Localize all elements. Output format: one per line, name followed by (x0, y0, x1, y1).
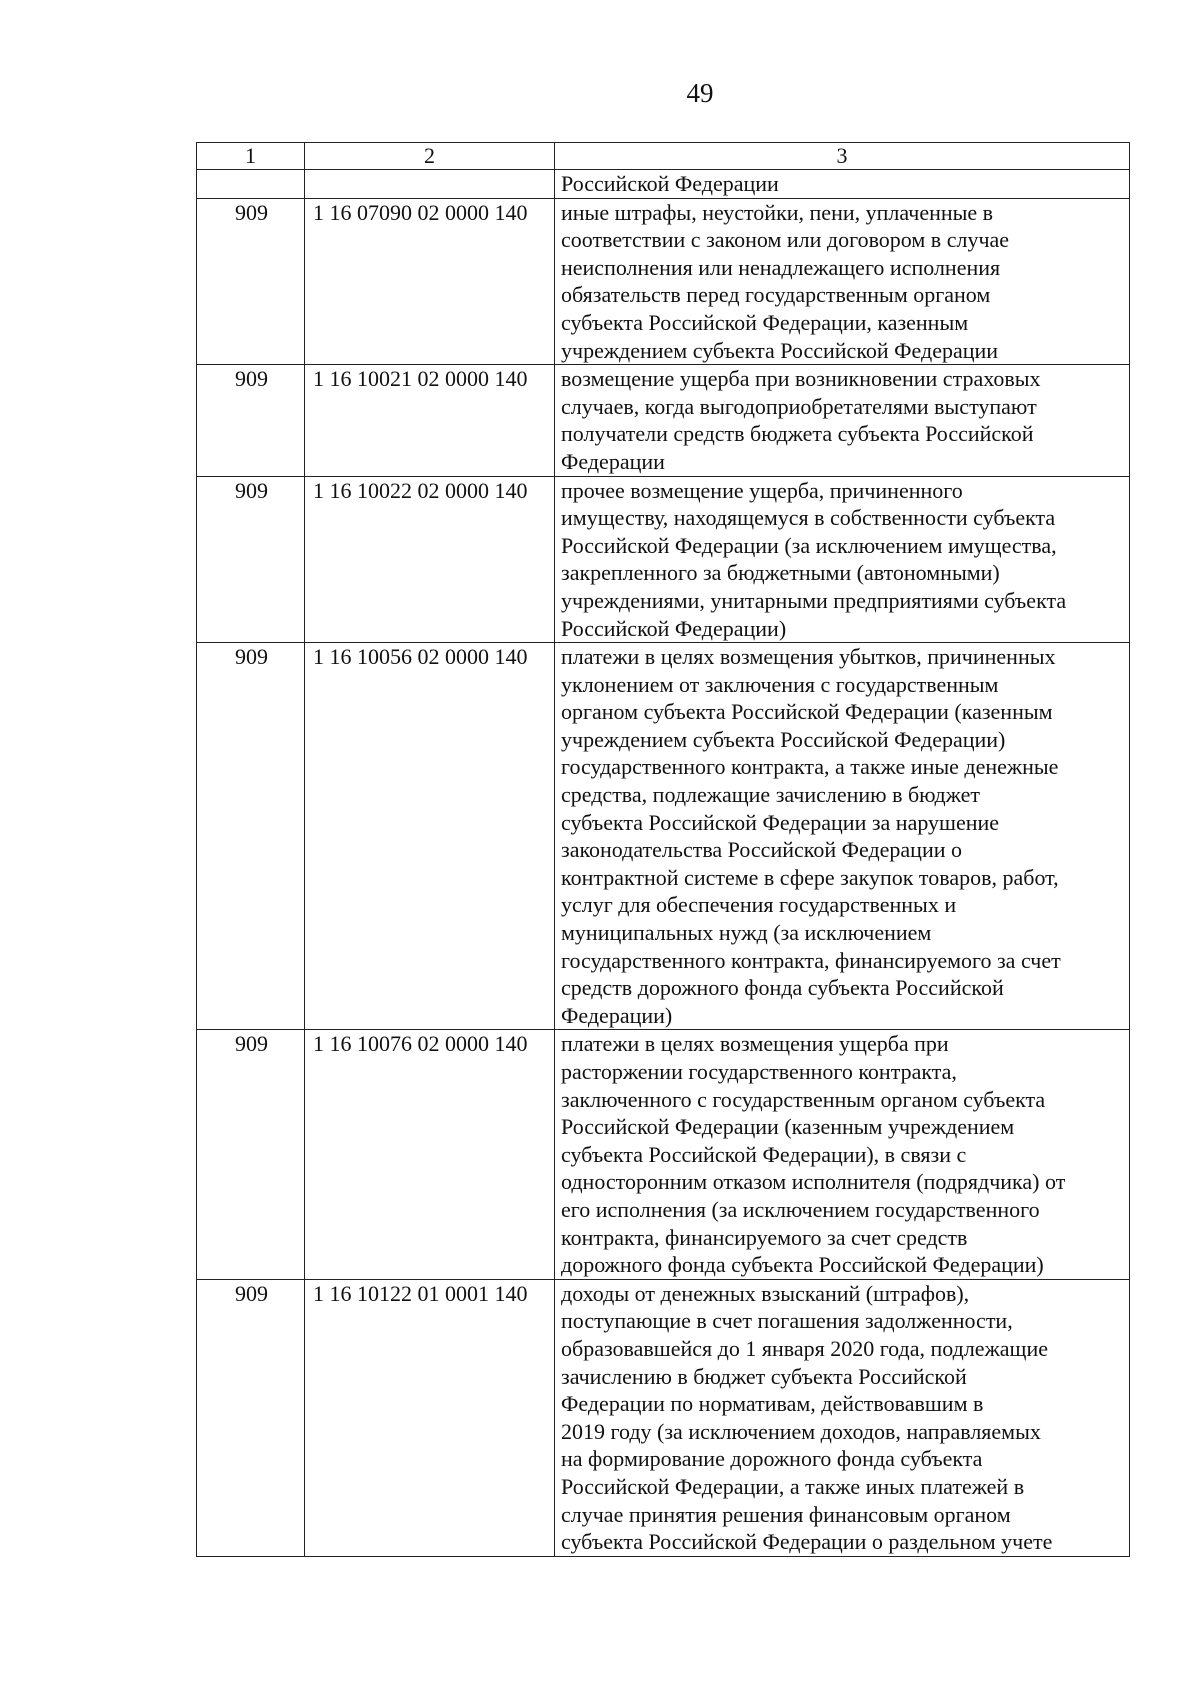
description-line: возмещение ущерба при возникновении страховых (561, 366, 1041, 392)
description-cell (555, 476, 1130, 643)
table-row (197, 198, 1130, 365)
continuation-code-cell (305, 170, 555, 199)
description-cell (555, 198, 1130, 365)
description-line: обязательств перед государственным органом (561, 282, 991, 308)
description-cell (555, 1279, 1130, 1556)
description-cell (555, 365, 1130, 476)
description-line: Федерации (561, 448, 665, 474)
description-line: закрепленного за бюджетными (автономными) (561, 560, 1000, 586)
table-row (197, 476, 1130, 643)
description-line: неисполнения или ненадлежащего исполнения (561, 254, 1001, 280)
description-line: получатели средств бюджета субъекта Российской (561, 421, 1034, 447)
description-line: государственного контракта, а также иные денежные (561, 754, 1059, 780)
table-row (197, 1279, 1130, 1556)
description-line: прочее возмещение ущерба, причиненного (561, 477, 963, 503)
admin-code-cell: 909 (197, 643, 305, 1030)
table-row (197, 1030, 1130, 1279)
header-row (197, 143, 1130, 170)
description-line: уклонением от заключения с государственным (561, 671, 999, 697)
description-line: Российской Федерации (казенным учреждением (561, 1114, 1015, 1140)
continuation-row (197, 170, 1130, 199)
description-line: зачислению в бюджет субъекта Российской (561, 1363, 967, 1389)
description-line: учреждениями, унитарными предприятиями субъекта (561, 587, 1067, 613)
description-line: поступающие в счет погашения задолженности, (561, 1308, 1013, 1334)
description-cell (555, 1030, 1130, 1279)
description-line: расторжении государственного контракта, (561, 1059, 957, 1084)
page-number: 49 (686, 78, 714, 108)
continuation-admin-cell (197, 170, 305, 199)
description-line: Российской Федерации, а также иных платежей в (561, 1473, 1025, 1499)
description-line: законодательства Российской Федерации о (561, 837, 963, 863)
description-line: платежи в целях возмещения убытков, причиненных (561, 644, 1056, 670)
column-header-2: 2 (305, 143, 555, 170)
description-line: Российской Федерации) (561, 615, 787, 641)
admin-code-cell: 909 (197, 1279, 305, 1556)
description-line: органом субъекта Российской Федерации (казенным (561, 699, 1053, 725)
description-line: случаев, когда выгодоприобретателями выступают (561, 393, 1037, 419)
table-body (197, 143, 1130, 1557)
budget-code-cell: 1 16 10021 02 0000 140 (305, 365, 555, 476)
description-line: платежи в целях возмещения ущерба при (561, 1031, 949, 1057)
column-header-3: 3 (555, 143, 1130, 170)
description-line: контракта, финансируемого за счет средств (561, 1224, 968, 1250)
budget-code-cell: 1 16 10022 02 0000 140 (305, 476, 555, 643)
description-line: субъекта Российской Федерации), в связи с (561, 1141, 967, 1167)
description-line: случае принятия решения финансовым органом (561, 1501, 1011, 1527)
description-line: услуг для обеспечения государственных и (561, 892, 957, 918)
description-line: имуществу, находящемуся в собственности субъекта (561, 505, 1056, 531)
description-line: иные штрафы, неустойки, пени, уплаченные в (561, 199, 994, 225)
description-line: на формирование дорожного фонда субъекта (561, 1446, 983, 1472)
description-line: средств дорожного фонда субъекта Российской (561, 975, 1004, 1001)
description-line: доходы от денежных взысканий (штрафов), (561, 1280, 970, 1306)
description-line: контрактной системе в сфере закупок товаров, работ, (561, 864, 1059, 890)
description-line: средства, подлежащие зачислению в бюджет (561, 782, 980, 808)
description-line: дорожного фонда субъекта Российской Федерации) (561, 1252, 1044, 1278)
description-line: соответствии с законом или договором в случае (561, 227, 1010, 253)
description-line: Российской Федерации (561, 171, 779, 196)
description-line: односторонним отказом исполнителя (подрядчика) от (561, 1169, 1066, 1195)
admin-code-cell: 909 (197, 365, 305, 476)
admin-code-cell: 909 (197, 198, 305, 365)
description-line: образовавшейся до 1 января 2020 года, подлежащие (561, 1335, 1049, 1361)
table-row (197, 365, 1130, 476)
description-line: Федерации по нормативам, действовавшим в (561, 1391, 984, 1417)
description-line: субъекта Российской Федерации за нарушение (561, 809, 1000, 835)
description-line: заключенного с государственным органом субъекта (561, 1086, 1046, 1112)
description-line: муниципальных нужд (за исключением (561, 920, 932, 946)
admin-code-cell: 909 (197, 1030, 305, 1279)
budget-code-cell: 1 16 10122 01 0001 140 (305, 1279, 555, 1556)
table-row (197, 643, 1130, 1030)
admin-code-cell: 909 (197, 476, 305, 643)
description-line: учреждением субъекта Российской Федерации (561, 337, 999, 363)
continuation-description-cell (555, 170, 1130, 199)
budget-code-cell: 1 16 10056 02 0000 140 (305, 643, 555, 1030)
description-line: субъекта Российской Федерации, казенным (561, 309, 969, 335)
budget-codes-table (196, 142, 1130, 1557)
description-line: его исполнения (за исключением государственного (561, 1196, 1040, 1222)
budget-code-cell: 1 16 07090 02 0000 140 (305, 198, 555, 365)
description-line: государственного контракта, финансируемого за счет (561, 947, 1061, 973)
description-line: Федерации) (561, 1002, 673, 1028)
description-line: учреждением субъекта Российской Федерации) (561, 726, 1006, 752)
budget-code-cell: 1 16 10076 02 0000 140 (305, 1030, 555, 1279)
description-line: Российской Федерации (за исключением имущества, (561, 532, 1057, 558)
description-line: субъекта Российской Федерации о раздельном учете (561, 1529, 1053, 1555)
description-line: 2019 году (за исключением доходов, направляемых (561, 1418, 1041, 1444)
column-header-1: 1 (197, 143, 305, 170)
description-cell (555, 643, 1130, 1030)
